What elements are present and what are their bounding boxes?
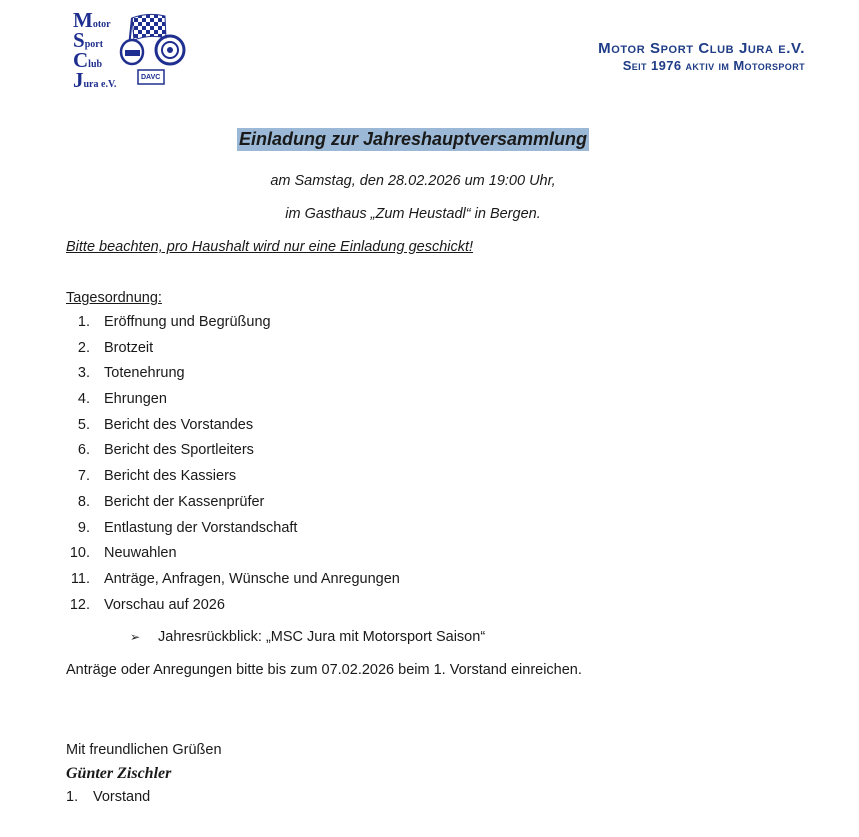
agenda-item: 11. Anträge, Anfragen, Wünsche und Anregungen — [70, 570, 400, 587]
agenda-item: 7. Bericht des Kassiers — [77, 468, 237, 485]
agenda-item: 3. Totenehrung — [77, 365, 185, 382]
deadline-note: Anträge oder Anregungen bitte bis zum 07.02.2026 beim 1. Vorstand einreichen. — [66, 662, 582, 678]
club-tagline: Seit 1976 aktiv im Motorsport — [622, 58, 805, 73]
logo-line-4: Jura e.V. — [73, 68, 117, 92]
agenda-label: Tagesordnung: — [66, 290, 162, 306]
logo-line-1: Motor — [73, 8, 111, 32]
agenda-item: 9. Entlastung der Vorstandschaft — [77, 519, 298, 536]
date-line: am Samstag, den 28.02.2026 um 19:00 Uhr, — [270, 173, 556, 189]
club-logo — [70, 10, 195, 92]
signature-name: Günter Zischler — [66, 765, 172, 782]
arrow-bullet-icon: ➢ — [130, 630, 141, 644]
document-title: Einladung zur Jahreshauptversammlung — [238, 129, 588, 149]
title-wrapper — [0, 128, 826, 151]
logo-badge: DAVC — [141, 74, 161, 81]
venue-line: im Gasthaus „Zum Heustadl“ in Bergen. — [285, 206, 541, 222]
logo-line-2: Sport — [73, 28, 104, 52]
household-notice: Bitte beachten, pro Haushalt wird nur eine Einladung geschickt! — [66, 239, 474, 255]
agenda-item: 2. Brotzeit — [77, 339, 154, 356]
agenda-list — [66, 311, 400, 619]
agenda-item: 4. Ehrungen — [77, 391, 167, 408]
agenda-item: 10. Neuwahlen — [69, 545, 177, 562]
agenda-item: 8. Bericht der Kassenprüfer — [77, 493, 265, 510]
club-name: Motor Sport Club Jura e.V. — [598, 40, 805, 57]
agenda-item: 1. Eröffnung und Begrüßung — [77, 314, 271, 330]
logo-line-3: Club — [73, 48, 103, 72]
signature-role: 1. Vorstand — [66, 789, 151, 805]
agenda-sub-item: ➢ Jahresrückblick: „MSC Jura mit Motorsport Saison“ — [130, 629, 486, 645]
agenda-item: 12. Vorschau auf 2026 — [69, 596, 225, 613]
agenda-item: 6. Bericht des Sportleiters — [77, 442, 254, 459]
closing-greeting: Mit freundlichen Grüßen — [66, 742, 222, 758]
club-header — [598, 40, 805, 74]
agenda-item: 5. Bericht des Vorstandes — [77, 416, 254, 433]
checkered-flag-icon — [132, 14, 166, 40]
